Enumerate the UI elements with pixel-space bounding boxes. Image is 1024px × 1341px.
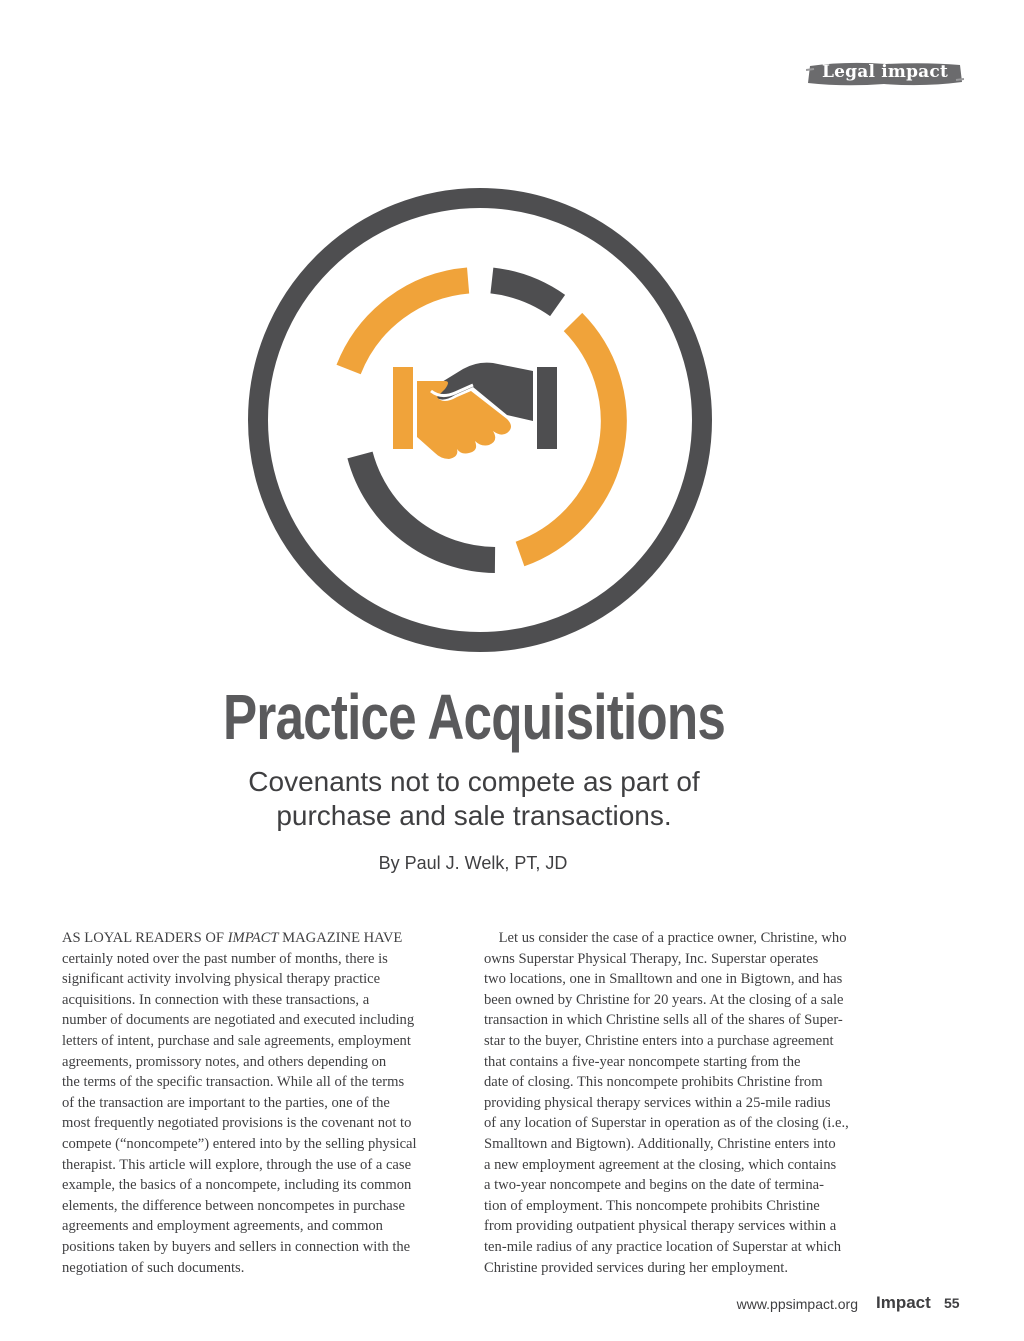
body-text-line: therapist. This article will explore, through the use of a case (62, 1156, 412, 1173)
body-column-left (62, 928, 472, 1278)
body-text-line: from providing outpatient physical therapy services within a (484, 1218, 837, 1235)
body-text-line: elements, the difference between noncompetes in purchase (62, 1197, 405, 1214)
body-text-line: positions taken by buyers and sellers in connection with the (62, 1238, 411, 1255)
body-column-right (484, 928, 894, 1278)
section-tag-label: Legal impact (822, 62, 948, 82)
body-text-line: star to the buyer, Christine enters into a purchase agreement (484, 1032, 834, 1049)
body-text-line: certainly noted over the past number of months, there is (62, 950, 388, 967)
byline: By Paul J. Welk, PT, JD (378, 853, 568, 873)
footer-magazine-name: Impact (876, 1293, 931, 1312)
body-text-line: example, the basics of a noncompete, including its common (62, 1177, 412, 1194)
body-text-line: the terms of the specific transaction. While all of the terms (62, 1074, 405, 1091)
article-title: Practice Acquisitions (222, 681, 725, 753)
body-text-line: most frequently negotiated provisions is the covenant not to (62, 1115, 412, 1132)
footer-url[interactable]: www.ppsimpact.org (736, 1296, 858, 1312)
body-text-line: acquisitions. In connection with these transactions, a (62, 991, 370, 1008)
left-column-lines (62, 949, 472, 1279)
page-number: 55 (944, 1295, 960, 1311)
body-text-line: ten-mile radius of any practice location of Superstar at which (484, 1238, 842, 1255)
lead-in-line (62, 928, 472, 949)
body-text-line: Smalltown and Bigtown). Additionally, Christine enters into (484, 1135, 836, 1152)
magazine-name-italic: IMPACT (227, 930, 279, 946)
body-text-line: owns Superstar Physical Therapy, Inc. Superstar operates (484, 950, 819, 967)
body-text-line: agreements, promissory notes, and others depending on (62, 1053, 387, 1070)
lead-in-after: MAGAZINE HAVE (278, 930, 403, 946)
body-text-line: that contains a five-year noncompete starting from the (484, 1053, 801, 1070)
subtitle-line: Covenants not to compete as part of (248, 766, 700, 797)
body-text-line: a two-year noncompete and begins on the date of termina- (484, 1177, 824, 1194)
body-text-line: providing physical therapy services within a 25-mile radius (484, 1094, 831, 1111)
body-text-line: letters of intent, purchase and sale agreements, employment (62, 1032, 411, 1049)
section-tag (806, 60, 964, 88)
body-text-line: a new employment agreement at the closing, which contains (484, 1156, 837, 1173)
body-text-line: negotiation of such documents. (62, 1259, 245, 1276)
body-text-line: transaction in which Christine sells all of the shares of Super- (484, 1012, 843, 1029)
body-text-line: been owned by Christine for 20 years. At the closing of a sale (484, 991, 844, 1008)
body-text-line: of the transaction are important to the parties, one of the (62, 1094, 390, 1111)
body-text-line: tion of employment. This noncompete prohibits Christine (484, 1197, 820, 1214)
body-text-line: compete (“noncompete”) entered into by the selling physical (62, 1135, 417, 1152)
handshake-emblem (245, 185, 715, 655)
body-text-line: date of closing. This noncompete prohibits Christine from (484, 1074, 823, 1091)
body-text-line: Let us consider the case of a practice owner, Christine, who (484, 930, 847, 946)
body-text-line: number of documents are negotiated and executed including (62, 1012, 415, 1029)
article-subtitle (0, 765, 948, 833)
subtitle-line: purchase and sale transactions. (276, 800, 672, 831)
body-text-line: agreements and employment agreements, and common (62, 1218, 383, 1235)
body-text-line: two locations, one in Smalltown and one in Bigtown, and has (484, 971, 843, 988)
body-text-line: Christine provided services during her employment. (484, 1259, 788, 1276)
body-text-line: of any location of Superstar in operation as of the closing (i.e., (484, 1115, 849, 1132)
handshake-icon (393, 363, 557, 459)
body-text-line: significant activity involving physical therapy practice (62, 971, 381, 988)
lead-in-before: AS LOYAL READERS OF (62, 930, 228, 946)
